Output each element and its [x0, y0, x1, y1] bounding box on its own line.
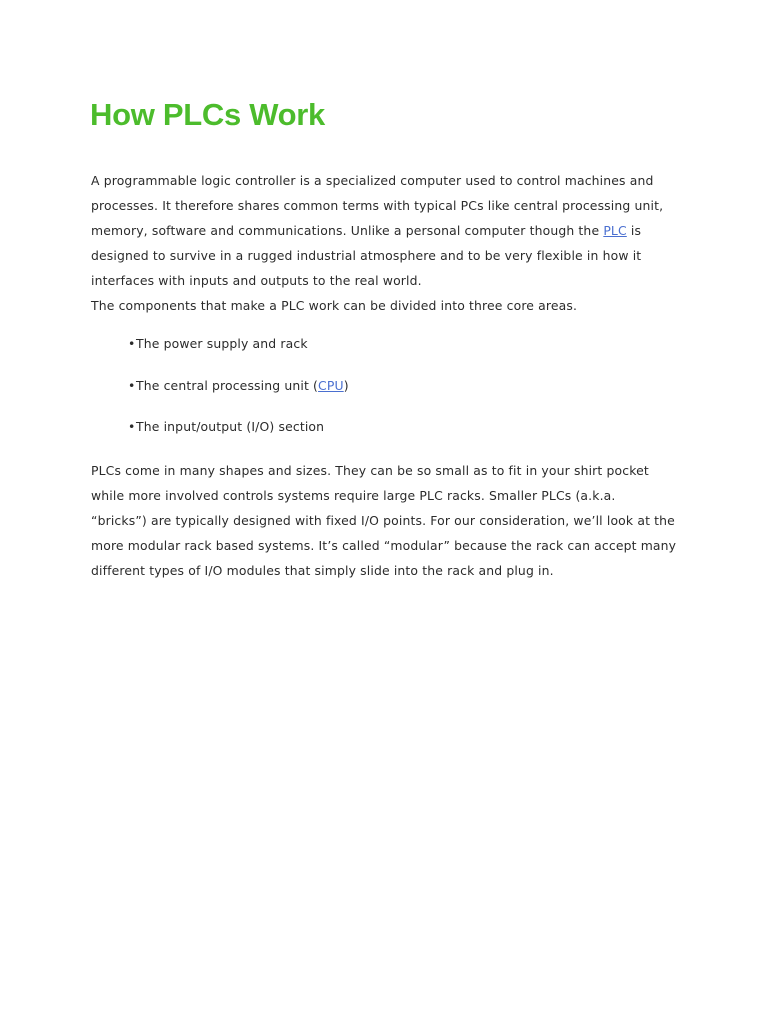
intro-line-3-text-before: memory, software and communications. Unlike a personal computer though the [91, 223, 604, 238]
closing-line-4: more modular rack based systems. It’s called “modular” because the rack can accept many [91, 538, 677, 553]
bullet-icon: • [128, 377, 136, 393]
intro-paragraph [91, 168, 691, 318]
list-item-label-before: The central processing unit ( [136, 377, 319, 393]
page-title: How PLCs Work [90, 97, 325, 132]
bullet-icon: • [128, 336, 136, 351]
list-item-label: The power supply and rack [136, 336, 308, 351]
list-item-cpu [128, 375, 349, 417]
intro-line-3 [91, 218, 691, 243]
closing-line-2: while more involved controls systems require large PLC racks. Smaller PLCs (a.k.a. [91, 488, 616, 503]
intro-line-2: processes. It therefore shares common terms with typical PCs like central processing unit, [91, 198, 664, 213]
closing-line-3: “bricks”) are typically designed with fixed I/O points. For our consideration, we’ll look at the [91, 513, 675, 528]
intro-line-1: A programmable logic controller is a specialized computer used to control machines and [91, 173, 654, 188]
cpu-link[interactable]: CPU [318, 377, 344, 393]
closing-line-5: different types of I/O modules that simply slide into the rack and plug in. [91, 563, 554, 578]
closing-line-1: PLCs come in many shapes and sizes. They can be so small as to fit in your shirt pocket [91, 463, 649, 478]
intro-line-5: interfaces with inputs and outputs to the real world. [91, 273, 422, 288]
plc-link[interactable]: PLC [603, 223, 627, 238]
list-item-label-after: ) [343, 377, 349, 393]
list-item-label: The input/output (I/O) section [136, 419, 325, 434]
core-areas-list [128, 333, 349, 458]
intro-line-3-text-after: is [626, 223, 642, 238]
intro-line-6: The components that make a PLC work can be divided into three core areas. [91, 298, 578, 313]
intro-line-4: designed to survive in a rugged industrial atmosphere and to be very flexible in how it [91, 248, 642, 263]
closing-paragraph [91, 458, 691, 583]
list-item-io-section [128, 416, 349, 458]
list-item-power-supply [128, 333, 349, 375]
bullet-icon: • [128, 419, 136, 434]
